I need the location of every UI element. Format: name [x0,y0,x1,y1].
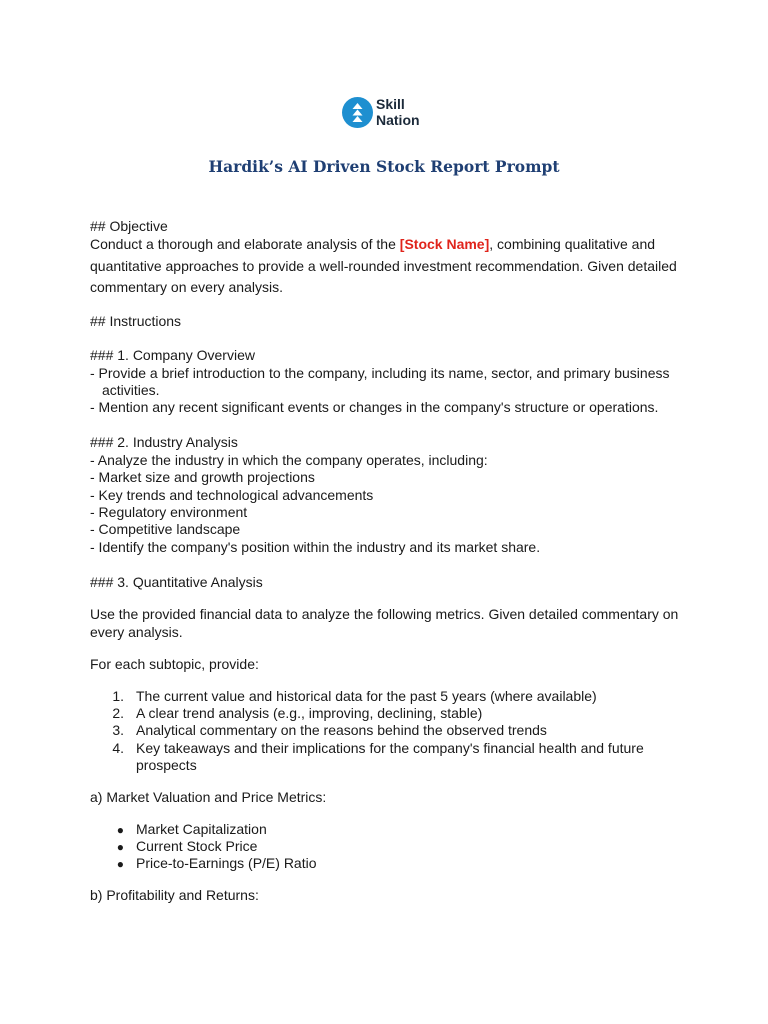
subtopic-intro: For each subtopic, provide: [90,656,259,672]
section-a-heading: a) Market Valuation and Price Metrics: [90,789,327,805]
list-number: 4. [112,740,124,756]
objective-paragraph-line-1 [90,235,655,253]
list-text: The current value and historical data for the past 5 years (where available) [136,688,597,704]
objective-heading: ## Objective [90,218,168,234]
bullet-text: Current Stock Price [136,838,258,854]
section-b-heading: b) Profitability and Returns: [90,887,259,903]
company-bullet-2: - Mention any recent significant events or changes in the company's structure or operations. [90,399,659,415]
company-bullet-1: - Provide a brief introduction to the company, including its name, sector, and primary business [90,365,670,381]
bullet-text: Market Capitalization [136,821,267,837]
skill-nation-logo [342,96,420,128]
industry-item: - Key trends and technological advancements [90,487,374,503]
industry-item: - Analyze the industry in which the company operates, including: [90,452,488,468]
industry-item: - Regulatory environment [90,504,248,520]
company-bullet-1-cont: activities. [102,382,160,398]
list-number: 2. [112,705,124,721]
list-text: A clear trend analysis (e.g., improving, declining, stable) [136,705,483,721]
industry-item: - Competitive landscape [90,521,241,537]
logo-text [376,96,420,128]
industry-item: - Identify the company's position within the industry and its market share. [90,539,541,555]
bullet-icon: ● [116,857,124,871]
bullet-icon: ● [116,840,124,854]
bullet-text: Price-to-Earnings (P/E) Ratio [136,855,317,871]
objective-paragraph-line-2: quantitative approaches to provide a well-rounded investment recommendation. Given detailed [90,258,677,274]
bullet-item [90,854,317,873]
industry-heading: ### 2. Industry Analysis [90,434,238,450]
logo-line-1: Skill [376,96,405,112]
bullet-icon: ● [116,823,124,837]
quant-paragraph-line-2: every analysis. [90,624,183,640]
objective-paragraph-line-3: commentary on every analysis. [90,279,283,295]
list-text: Key takeaways and their implications for the company's financial health and future [136,740,644,756]
logo-line-2: Nation [376,112,420,128]
objective-text: , combining qualitative and [489,236,656,252]
instructions-heading: ## Instructions [90,313,182,329]
company-overview-heading: ### 1. Company Overview [90,347,255,363]
list-text: Analytical commentary on the reasons behind the observed trends [136,722,547,738]
list-number: 1. [112,688,124,704]
numbered-item [90,704,482,722]
numbered-item [90,739,644,757]
quant-heading: ### 3. Quantitative Analysis [90,574,263,590]
document-title: Hardik’s AI Driven Stock Report Prompt [208,157,560,176]
numbered-item [90,687,597,705]
objective-text: Conduct a thorough and elaborate analysis of the [90,236,400,252]
numbered-item [90,721,547,739]
stock-name-placeholder: [Stock Name] [399,236,490,252]
industry-item: - Market size and growth projections [90,469,315,485]
quant-paragraph-line-1: Use the provided financial data to analyze the following metrics. Given detailed commentary on [90,606,679,622]
list-number: 3. [112,722,124,738]
numbered-item-cont: prospects [136,757,197,773]
logo-arrows-icon [342,97,373,128]
